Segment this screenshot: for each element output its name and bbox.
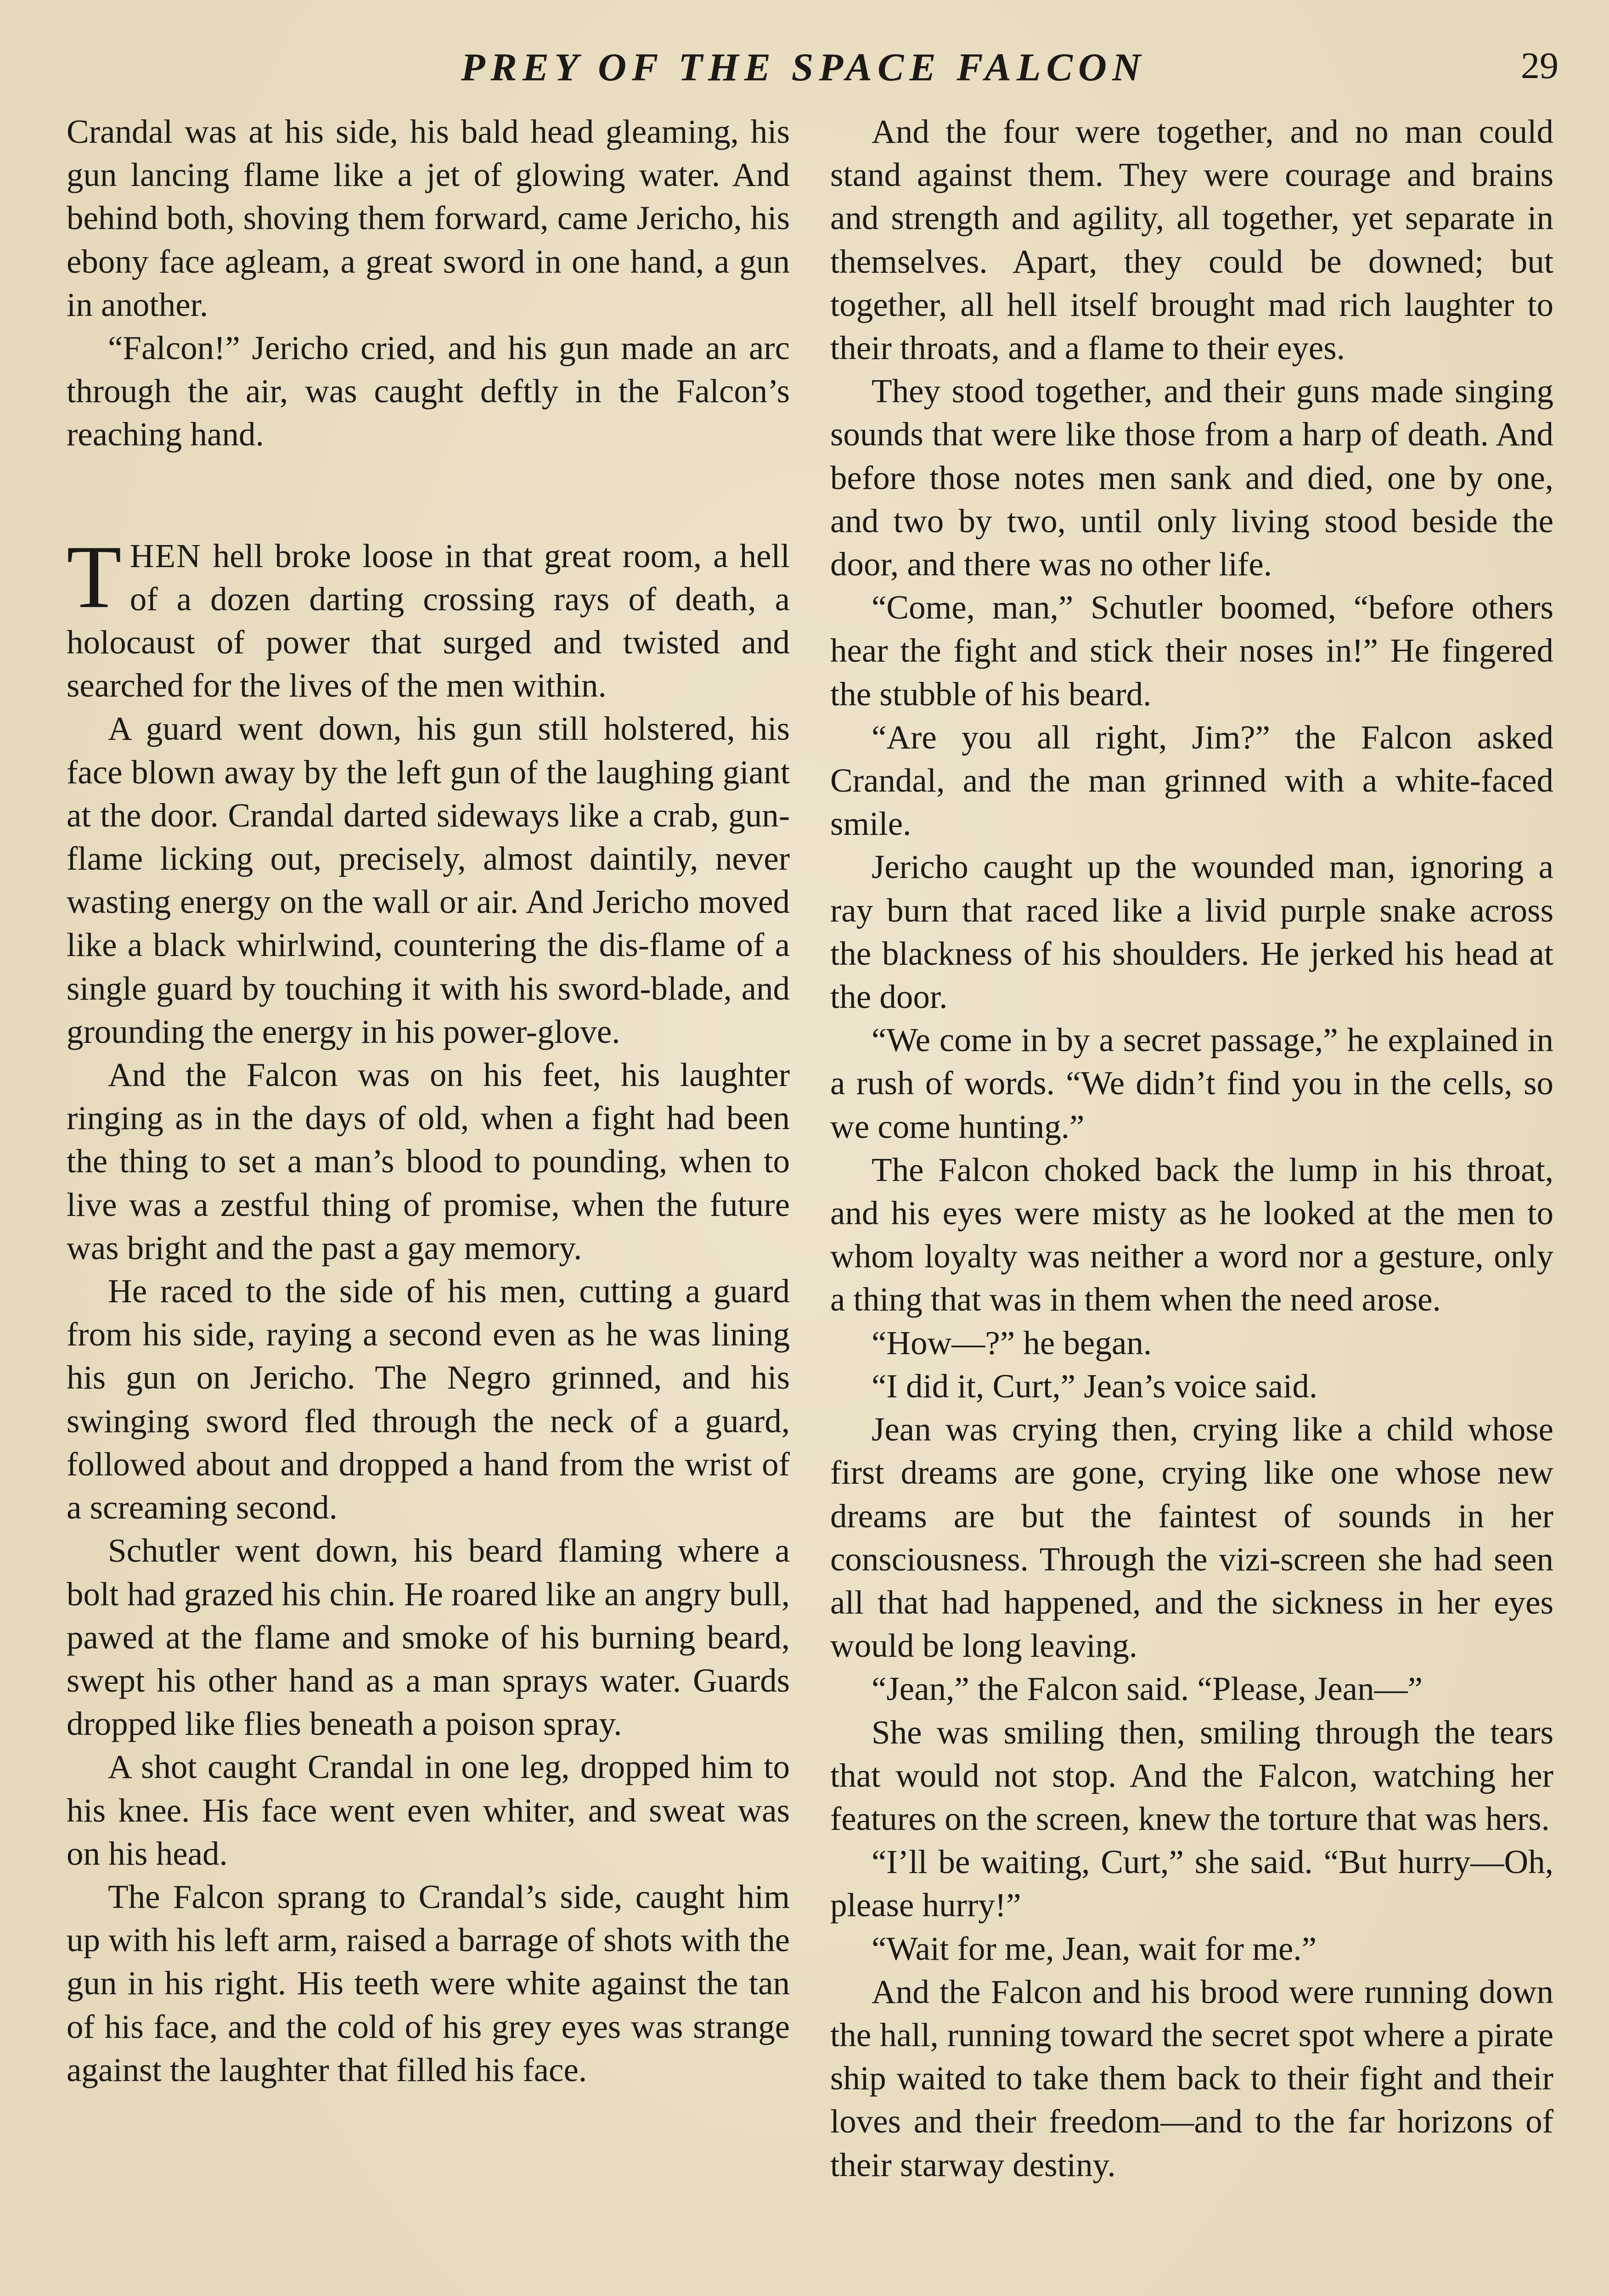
paragraph: “Wait for me, Jean, wait for me.”: [872, 1930, 1317, 1967]
section-break: [67, 456, 790, 535]
paragraph-text: hell broke loose in that great room, a hell of a dozen darting crossing rays of death, a holocaust of power that surged and twisted and searched for the lives of the men within.: [67, 537, 790, 704]
paragraph: Crandal was at his side, his bald head gleaming, his gun lancing flame like a jet of glowing water. And behind both, shoving them forward, came Jericho, his ebony face agleam, a great sword in one hand, a gun in another.: [67, 113, 790, 323]
right-column: [830, 110, 1553, 2187]
paragraph: “Are you all right, Jim?” the Falcon asked Crandal, and the man grinned with a white-faced smile.: [830, 718, 1553, 843]
paragraph: A guard went down, his gun still holstered, his face blown away by the left gun of the laughing giant at the door. Crandal darted sideways like a crab, gun-flame licking out, precisely, almost daintily, never wasting energy on the wall or air. And Jericho moved like a black whirlwind, countering the dis-flame of a single guard by touching it with his sword-blade, and grounding the energy in his power-glove.: [67, 710, 790, 1050]
drop-cap: T: [67, 527, 122, 627]
paragraph: “We come in by a secret passage,” he explained in a rush of words. “We didn’t find you in the cells, so we come hunting.”: [830, 1021, 1553, 1145]
paragraph: They stood together, and their guns made singing sounds that were like those from a harp of death. And before those notes men sank and died, one by one, and two by two, until only living stood beside the door, and there was no other life.: [830, 372, 1553, 583]
paragraph: The Falcon sprang to Crandal’s side, caught him up with his left arm, raised a barrage of shots with the gun in his right. His teeth were white against the tan of his face, and the cold of his grey eyes was strange against the laughter that filled his face.: [67, 1878, 790, 2088]
left-column: [67, 110, 790, 2092]
paragraph: A shot caught Crandal in one leg, dropped him to his knee. His face went even whiter, and sweat was on his head.: [67, 1748, 790, 1872]
paragraph-dropcap: [67, 527, 790, 708]
paragraph: Jean was crying then, crying like a child whose first dreams are gone, crying like one whose new dreams are but the faintest of sounds in her consciousness. Through the vizi-screen she had seen all that had happened, and the sickness in her eyes would be long leaving.: [830, 1411, 1553, 1665]
running-title: PREY OF THE SPACE FALCON: [461, 45, 1147, 89]
paragraph: The Falcon choked back the lump in his throat, and his eyes were misty as he looked at the men to whom loyalty was neither a word nor a gesture, only a thing that was in them when the need arose.: [830, 1151, 1553, 1318]
paragraph: He raced to the side of his men, cutting a guard from his side, raying a second even as he was lining his gun on Jericho. The Negro grinned, and his swinging sword fled through the neck of a guard, followed about and dropped a hand from the wrist of a screaming second.: [67, 1272, 790, 1526]
paragraph: She was smiling then, smiling through the tears that would not stop. And the Falcon, watching her features on the screen, knew the torture that was hers.: [830, 1713, 1553, 1837]
paragraph: “How—?” he began.: [872, 1324, 1152, 1362]
paragraph: “I did it, Curt,” Jean’s voice said.: [872, 1367, 1318, 1405]
smallcaps-lead: HEN: [129, 537, 202, 574]
paragraph: And the Falcon was on his feet, his laughter ringing as in the days of old, when a fight had been the thing to set a man’s blood to pounding, when to live was a zestful thing of promise, when the future was bright and the past a gay memory.: [67, 1056, 790, 1266]
paragraph: “Come, man,” Schutler boomed, “before others hear the fight and stick their noses in!” He fingered the stubble of his beard.: [830, 589, 1553, 713]
page-number: 29: [1521, 45, 1558, 86]
paragraph: Schutler went down, his beard flaming where a bolt had grazed his chin. He roared like an angry bull, pawed at the flame and smoke of his burning beard, swept his other hand as a man sprays water. Guards dropped like flies beneath a poison spray.: [67, 1532, 790, 1743]
paragraph: And the Falcon and his brood were running down the hall, running toward the secret spot where a pirate ship waited to take them back to their fight and their loves and their freedom—and to the far horizons of their starway destiny.: [830, 1973, 1553, 2183]
page-header: [0, 44, 1609, 99]
paragraph: “Falcon!” Jericho cried, and his gun made an arc through the air, was caught deftly in the Falcon’s reaching hand.: [67, 329, 790, 453]
paragraph: “I’ll be waiting, Curt,” she said. “But hurry—Oh, please hurry!”: [830, 1843, 1553, 1924]
paragraph: Jericho caught up the wounded man, ignoring a ray burn that raced like a livid purple snake across the blackness of his shoulders. He jerked his head at the door.: [830, 848, 1553, 1016]
paragraph: And the four were together, and no man could stand against them. They were courage and brains and strength and agility, all together, yet separate in themselves. Apart, they could be downed; but together, all hell itself brought mad rich laughter to their throats, and a flame to their eyes.: [830, 113, 1553, 367]
paragraph: “Jean,” the Falcon said. “Please, Jean—”: [872, 1670, 1423, 1708]
